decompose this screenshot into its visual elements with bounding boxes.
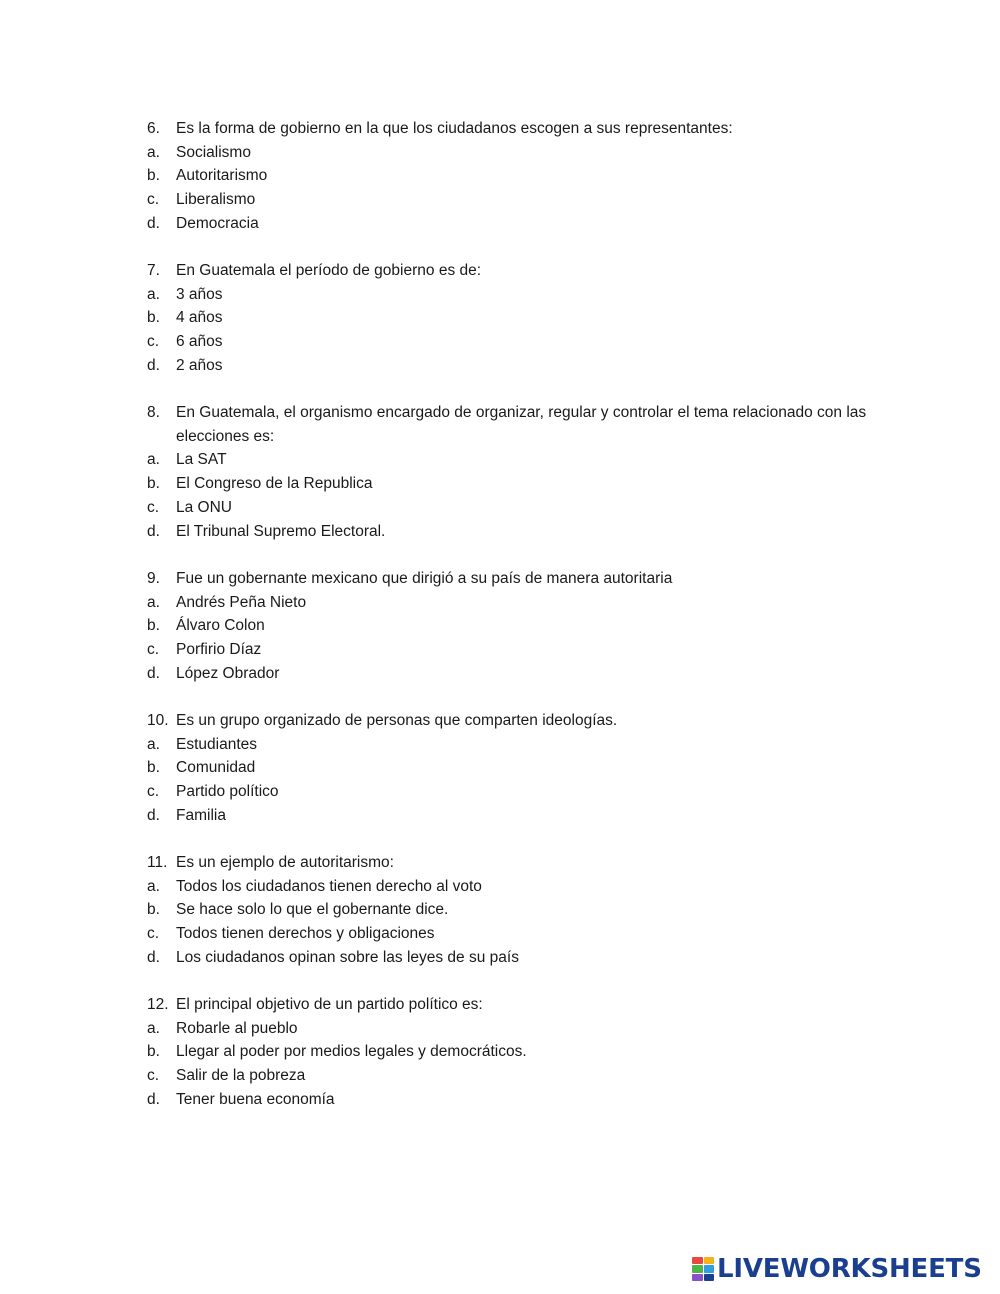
option-letter: d. [147,356,160,374]
option-text: Robarle al pueblo [176,1019,298,1037]
option-letter: a. [147,593,160,611]
option-letter: a. [147,143,160,161]
question-9 [147,567,892,686]
option-letter: b. [147,901,160,919]
logo-text: LIVEWORKSHEETS [717,1254,982,1284]
option-text: La SAT [176,451,227,469]
option-a[interactable] [147,448,892,472]
option-a[interactable] [147,875,892,899]
option-text: Democracia [176,214,259,232]
option-letter: d. [147,664,160,682]
option-text: La ONU [176,498,232,516]
option-text: Partido político [176,783,279,801]
question-7 [147,259,892,378]
option-text: Tener buena economía [176,1090,335,1108]
logo-tile-icon [704,1265,715,1273]
logo-tile-icon [704,1257,715,1265]
option-letter: c. [147,783,160,801]
option-d[interactable] [147,662,892,686]
option-d[interactable] [147,354,892,378]
question-stem [147,401,892,448]
question-number: 11. [147,854,168,871]
option-text: Autoritarismo [176,167,268,185]
option-letter: c. [147,191,160,209]
question-stem [147,567,892,591]
option-text: Se hace solo lo que el gobernante dice. [176,901,449,919]
option-b[interactable] [147,306,892,330]
option-letter: b. [147,1043,160,1061]
question-text: Fue un gobernante mexicano que dirigió a su país de manera autoritaria [176,570,673,587]
option-b[interactable] [147,614,892,638]
option-letter: c. [147,641,160,659]
option-letter: d. [147,214,160,232]
option-letter: c. [147,498,160,516]
option-a[interactable] [147,1017,892,1041]
option-letter: b. [147,759,160,777]
option-text: Llegar al poder por medios legales y democráticos. [176,1043,527,1061]
option-text: Estudiantes [176,735,257,753]
question-number: 8. [147,404,160,421]
option-a[interactable] [147,141,892,165]
option-c[interactable] [147,638,892,662]
option-letter: a. [147,285,160,303]
option-letter: d. [147,948,160,966]
option-letter: a. [147,1019,160,1037]
option-letter: c. [147,1067,160,1085]
question-10 [147,709,892,828]
option-letter: a. [147,451,160,469]
option-c[interactable] [147,188,892,212]
question-number: 10. [147,712,169,729]
logo-tile-icon [692,1265,703,1273]
option-letter: b. [147,167,160,185]
option-b[interactable] [147,898,892,922]
option-text: 2 años [176,356,223,374]
option-a[interactable] [147,591,892,615]
option-letter: d. [147,806,160,824]
logo-tile-icon [692,1257,703,1265]
option-text: El Congreso de la Republica [176,475,373,493]
option-letter: b. [147,617,160,635]
option-d[interactable] [147,212,892,236]
option-b[interactable] [147,164,892,188]
question-stem [147,851,892,875]
option-letter: d. [147,1090,160,1108]
question-number: 7. [147,262,160,279]
option-c[interactable] [147,330,892,354]
question-text: En Guatemala, el organismo encargado de organizar, regular y controlar el tema relacionado con las elecciones es: [176,404,867,445]
option-d[interactable] [147,946,892,970]
option-text: Porfirio Díaz [176,641,262,659]
question-text: Es un ejemplo de autoritarismo: [176,854,394,871]
option-text: Salir de la pobreza [176,1067,306,1085]
option-text: Socialismo [176,143,251,161]
option-text: Todos los ciudadanos tienen derecho al voto [176,877,482,895]
question-8 [147,401,892,543]
option-a[interactable] [147,733,892,757]
option-text: Comunidad [176,759,256,777]
question-text: En Guatemala el período de gobierno es de: [176,262,482,279]
question-stem [147,993,892,1017]
option-d[interactable] [147,1088,892,1112]
option-c[interactable] [147,780,892,804]
option-letter: b. [147,309,160,327]
question-text: Es la forma de gobierno en la que los ciudadanos escogen a sus representantes: [176,120,733,137]
option-b[interactable] [147,756,892,780]
question-text: El principal objetivo de un partido político es: [176,996,483,1013]
option-letter: c. [147,333,160,351]
question-text: Es un grupo organizado de personas que comparten ideologías. [176,712,618,729]
option-c[interactable] [147,1064,892,1088]
question-number: 9. [147,570,160,587]
option-text: 3 años [176,285,223,303]
option-text: Todos tienen derechos y obligaciones [176,925,435,943]
option-letter: c. [147,925,160,943]
question-number: 6. [147,120,160,137]
option-letter: a. [147,735,160,753]
logo-tile-icon [704,1274,715,1282]
liveworksheets-logo[interactable] [692,1255,982,1283]
option-text: Andrés Peña Nieto [176,593,307,611]
option-d[interactable] [147,804,892,828]
question-6 [147,117,892,236]
option-text: 4 años [176,309,223,327]
option-text: López Obrador [176,664,280,682]
option-text: 6 años [176,333,223,351]
option-d[interactable] [147,520,892,544]
option-letter: b. [147,475,160,493]
option-text: Los ciudadanos opinan sobre las leyes de su país [176,948,519,966]
option-c[interactable] [147,496,892,520]
option-b[interactable] [147,472,892,496]
option-letter: a. [147,877,160,895]
question-12 [147,993,892,1112]
option-letter: d. [147,522,160,540]
question-stem [147,709,892,733]
option-text: El Tribunal Supremo Electoral. [176,522,386,540]
question-number: 12. [147,996,169,1013]
liveworksheets-icon [692,1257,714,1282]
option-text: Álvaro Colon [176,617,265,635]
logo-tile-icon [692,1274,703,1282]
option-text: Familia [176,806,226,824]
question-11 [147,851,892,970]
option-a[interactable] [147,283,892,307]
question-stem [147,117,892,141]
option-c[interactable] [147,922,892,946]
question-stem [147,259,892,283]
option-b[interactable] [147,1040,892,1064]
option-text: Liberalismo [176,191,256,209]
